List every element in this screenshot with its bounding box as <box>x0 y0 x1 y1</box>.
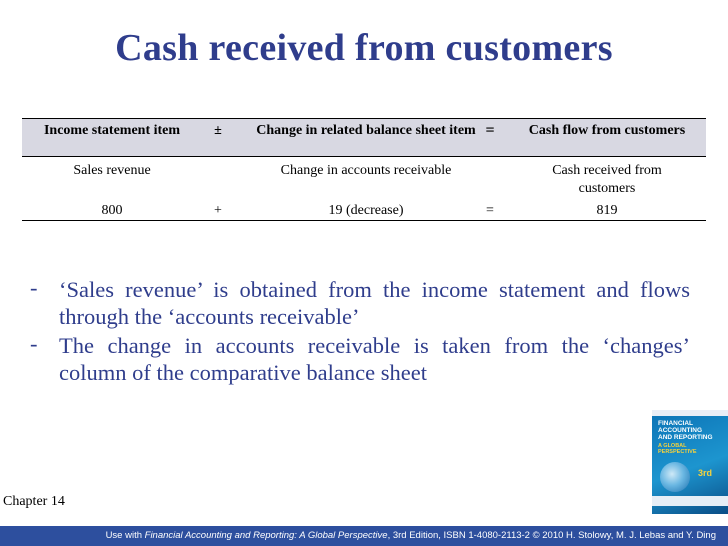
globe-icon <box>660 462 690 492</box>
header-equals: = <box>485 122 495 139</box>
value-plus: + <box>214 203 222 218</box>
cover-title-line: AND REPORTING <box>658 434 713 441</box>
header-plus-minus: ± <box>214 123 222 138</box>
row-label-cash-received: Cash received from customers <box>552 163 662 196</box>
footer-citation <box>0 527 716 545</box>
cover-title-line: ACCOUNTING <box>658 427 703 434</box>
footer-book-title: Financial Accounting and Reporting: A Global Perspective <box>144 530 388 541</box>
value-cash-received: 819 <box>596 203 618 218</box>
table-header-rule <box>22 156 706 157</box>
slide-title: Cash received from customers <box>115 27 613 69</box>
bullet-marker: - <box>30 275 38 300</box>
row-label-sales-revenue: Sales revenue <box>73 163 151 178</box>
chapter-label: Chapter 14 <box>3 494 65 509</box>
header-change-balance-sheet-item: Change in related balance sheet item <box>256 123 476 138</box>
header-income-statement-item: Income statement item <box>43 123 181 138</box>
bullet-text: The change in accounts receivable is taken from the ‘changes’ column of the comparative balance sheet <box>59 333 690 385</box>
row-label-change-accounts-receivable: Change in accounts receivable <box>280 163 452 178</box>
table-top-rule <box>22 118 706 119</box>
cover-subtitle-line: PERSPECTIVE <box>658 449 697 455</box>
footer-suffix: , 3rd Edition, ISBN 1-4080-2113-2 © 2010 H. Stolowy, M. J. Lebas and Y. Ding <box>387 530 716 541</box>
value-change-accounts-receivable: 19 (decrease) <box>328 203 404 218</box>
value-sales-revenue: 800 <box>101 203 123 218</box>
header-cash-flow-from-customers: Cash flow from customers <box>528 123 686 138</box>
bullet-list <box>30 276 690 388</box>
bullet-item <box>30 276 690 330</box>
cover-edition: 3rd <box>698 468 713 478</box>
bullet-text: ‘Sales revenue’ is obtained from the income statement and flows through the ‘accounts receivable’ <box>59 277 690 329</box>
bullet-item <box>30 332 690 386</box>
cover-band <box>652 496 728 506</box>
cover-subtitle-line: A GLOBAL <box>658 443 687 449</box>
table-bottom-rule <box>22 220 706 221</box>
cover-title-line: FINANCIAL <box>658 420 694 427</box>
value-equals: = <box>486 203 494 218</box>
bullet-marker: - <box>30 331 38 356</box>
cover-stripe <box>652 410 728 416</box>
book-cover-image <box>652 410 728 514</box>
footer-prefix: Use with <box>105 530 145 541</box>
